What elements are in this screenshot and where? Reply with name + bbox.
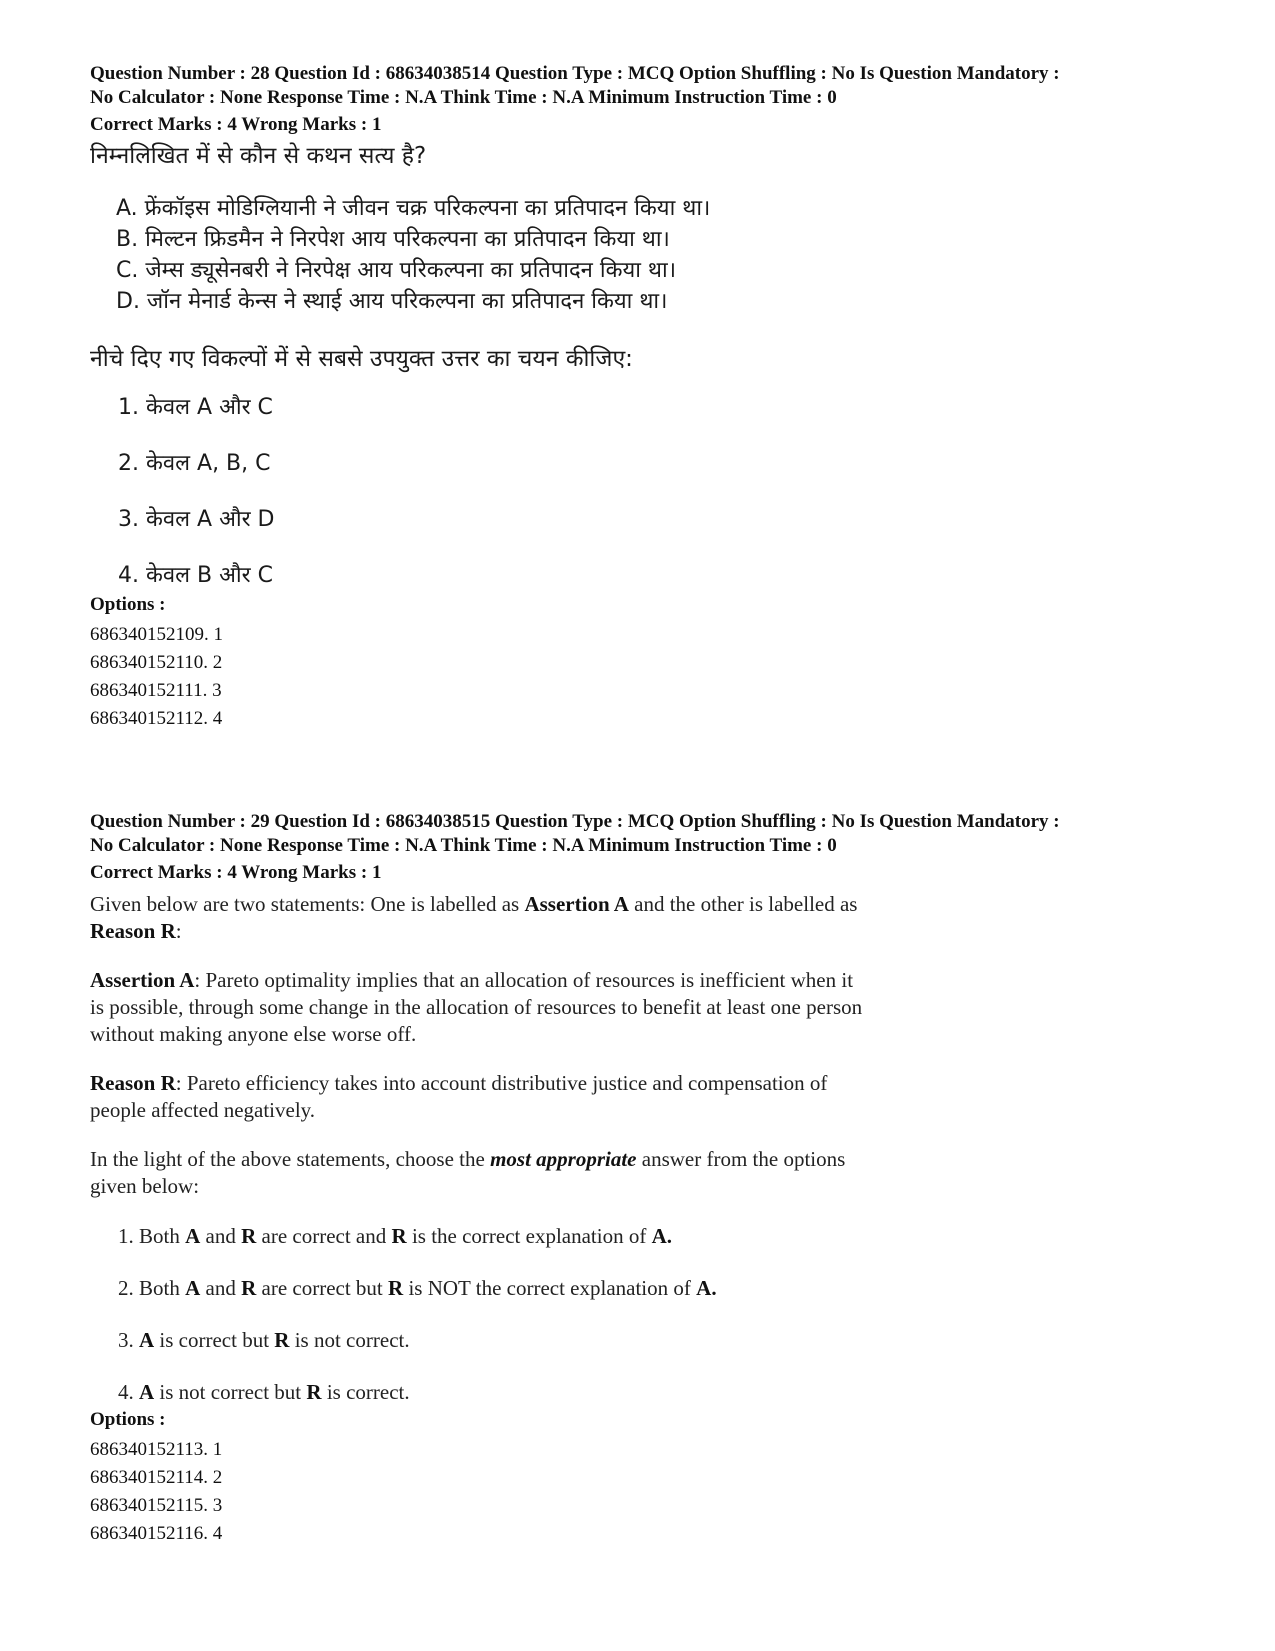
choice-text: 4.: [118, 1380, 139, 1404]
marks-line: Correct Marks : 4 Wrong Marks : 1: [90, 862, 382, 883]
intro-paragraph: [90, 891, 870, 945]
options-list: [90, 1436, 1210, 1548]
question-29: [90, 810, 1210, 1548]
reason-paragraph: [90, 1070, 870, 1124]
choice-text: 1. Both: [118, 1224, 186, 1248]
marks-line: Correct Marks : 4 Wrong Marks : 1: [90, 114, 382, 135]
options-list: [90, 621, 1210, 733]
choice-bold: R: [274, 1328, 290, 1352]
intro-reason-label: Reason R: [90, 919, 176, 943]
instruction-emphasis: most appropriate: [490, 1147, 637, 1171]
meta-line-1: Question Number : 28 Question Id : 68634038514 Question Type : MCQ Option Shuffling : No Is Question Mandatory :: [90, 63, 1060, 84]
question-meta: [90, 810, 1210, 858]
choice-bold: R: [306, 1380, 322, 1404]
choice-text: is not correct but: [154, 1380, 307, 1404]
assertion-text: : Pareto optimality implies that an allocation of resources is inefficient when it is possible, through some change in the allocation of resources to benefit at least one person without making anyone else worse off.: [90, 968, 863, 1046]
choice-list: [118, 1222, 1210, 1406]
choice-bold: A: [696, 1276, 712, 1300]
choice-bold: R: [388, 1276, 404, 1300]
option-id-3: 686340152111. 3: [90, 680, 222, 701]
question-stem: निम्नलिखित में से कौन से कथन सत्य है?: [90, 143, 427, 169]
choice-text: is correct but: [154, 1328, 275, 1352]
statement-b: B. मिल्टन फ्रिडमैन ने निरपेश आय परिकल्पना का प्रतिपादन किया था।: [116, 227, 670, 252]
intro-text: and the other is labelled as: [628, 892, 858, 916]
choice-text: is NOT the correct explanation of: [403, 1276, 697, 1300]
statement-c: C. जेम्स ड्यूसेनबरी ने निरपेक्ष आय परिकल्पना का प्रतिपादन किया था।: [116, 258, 677, 283]
option-id-1: 686340152113. 1: [90, 1439, 223, 1460]
choice-text: and: [200, 1276, 242, 1300]
statement-d: D. जॉन मेनार्ड केन्स ने स्थाई आय परिकल्पना का प्रतिपादन किया था।: [116, 289, 668, 314]
choice-bold: A: [185, 1276, 201, 1300]
choice-bold: R: [391, 1224, 407, 1248]
choice-bold: A: [139, 1328, 155, 1352]
assertion-label: Assertion A: [90, 968, 195, 992]
choice-text: and: [200, 1224, 242, 1248]
choice-text: is the correct explanation of: [406, 1224, 652, 1248]
option-id-3: 686340152115. 3: [90, 1495, 223, 1516]
choice-4: [118, 1378, 1210, 1406]
question-meta: [90, 62, 1210, 110]
choice-bold: A: [185, 1224, 201, 1248]
reason-label: Reason R: [90, 1071, 176, 1095]
meta-line-1: Question Number : 29 Question Id : 68634038515 Question Type : MCQ Option Shuffling : No Is Question Mandatory :: [90, 811, 1060, 832]
meta-line-2: No Calculator : None Response Time : N.A Think Time : N.A Minimum Instruction Time : 0: [90, 835, 837, 856]
question-28: [90, 62, 1210, 733]
choice-bold: A: [651, 1224, 667, 1248]
choice-text: 2. Both: [118, 1276, 186, 1300]
option-id-2: 686340152114. 2: [90, 1467, 223, 1488]
choice-text: 3.: [118, 1328, 139, 1352]
question-instruction: [90, 1146, 870, 1200]
choice-3: 3. केवल A और D: [118, 507, 275, 532]
choice-text: are correct and: [256, 1224, 392, 1248]
instruction-text: answer from the options given below:: [90, 1147, 846, 1198]
options-heading: Options :: [90, 1409, 166, 1430]
intro-text: :: [175, 919, 182, 943]
choice-bold: A: [139, 1380, 155, 1404]
reason-text: : Pareto efficiency takes into account distributive justice and compensation of people affected negatively.: [90, 1071, 828, 1122]
question-instruction: नीचे दिए गए विकल्पों में से सबसे उपयुक्त उत्तर का चयन कीजिए:: [90, 346, 633, 372]
intro-text: Given below are two statements: One is labelled as: [90, 892, 525, 916]
statement-list: [116, 193, 1210, 317]
choice-text: is not correct.: [289, 1328, 410, 1352]
choice-4: 4. केवल B और C: [118, 563, 273, 588]
choice-2: [118, 1274, 1210, 1302]
choice-2: 2. केवल A, B, C: [118, 451, 271, 476]
choice-text: are correct but: [256, 1276, 389, 1300]
option-id-1: 686340152109. 1: [90, 624, 223, 645]
choice-1: 1. केवल A और C: [118, 395, 273, 420]
options-heading: Options :: [90, 594, 166, 615]
assertion-paragraph: [90, 967, 870, 1048]
choice-bold: .: [666, 1224, 673, 1248]
instruction-text: In the light of the above statements, choose the: [90, 1147, 491, 1171]
choice-text: is correct.: [321, 1380, 410, 1404]
intro-assertion-label: Assertion A: [524, 892, 629, 916]
choice-bold: .: [711, 1276, 717, 1300]
option-id-4: 686340152112. 4: [90, 708, 223, 729]
choice-1: [118, 1222, 1210, 1250]
choice-bold: R: [241, 1224, 257, 1248]
option-id-2: 686340152110. 2: [90, 652, 223, 673]
choice-bold: R: [241, 1276, 257, 1300]
choice-list: [118, 393, 1210, 591]
option-id-4: 686340152116. 4: [90, 1523, 223, 1544]
meta-line-2: No Calculator : None Response Time : N.A Think Time : N.A Minimum Instruction Time : 0: [90, 87, 837, 108]
choice-3: [118, 1326, 1210, 1354]
statement-a: A. फ्रेंकॉइस मोडिग्लियानी ने जीवन चक्र परिकल्पना का प्रतिपादन किया था।: [116, 196, 711, 221]
